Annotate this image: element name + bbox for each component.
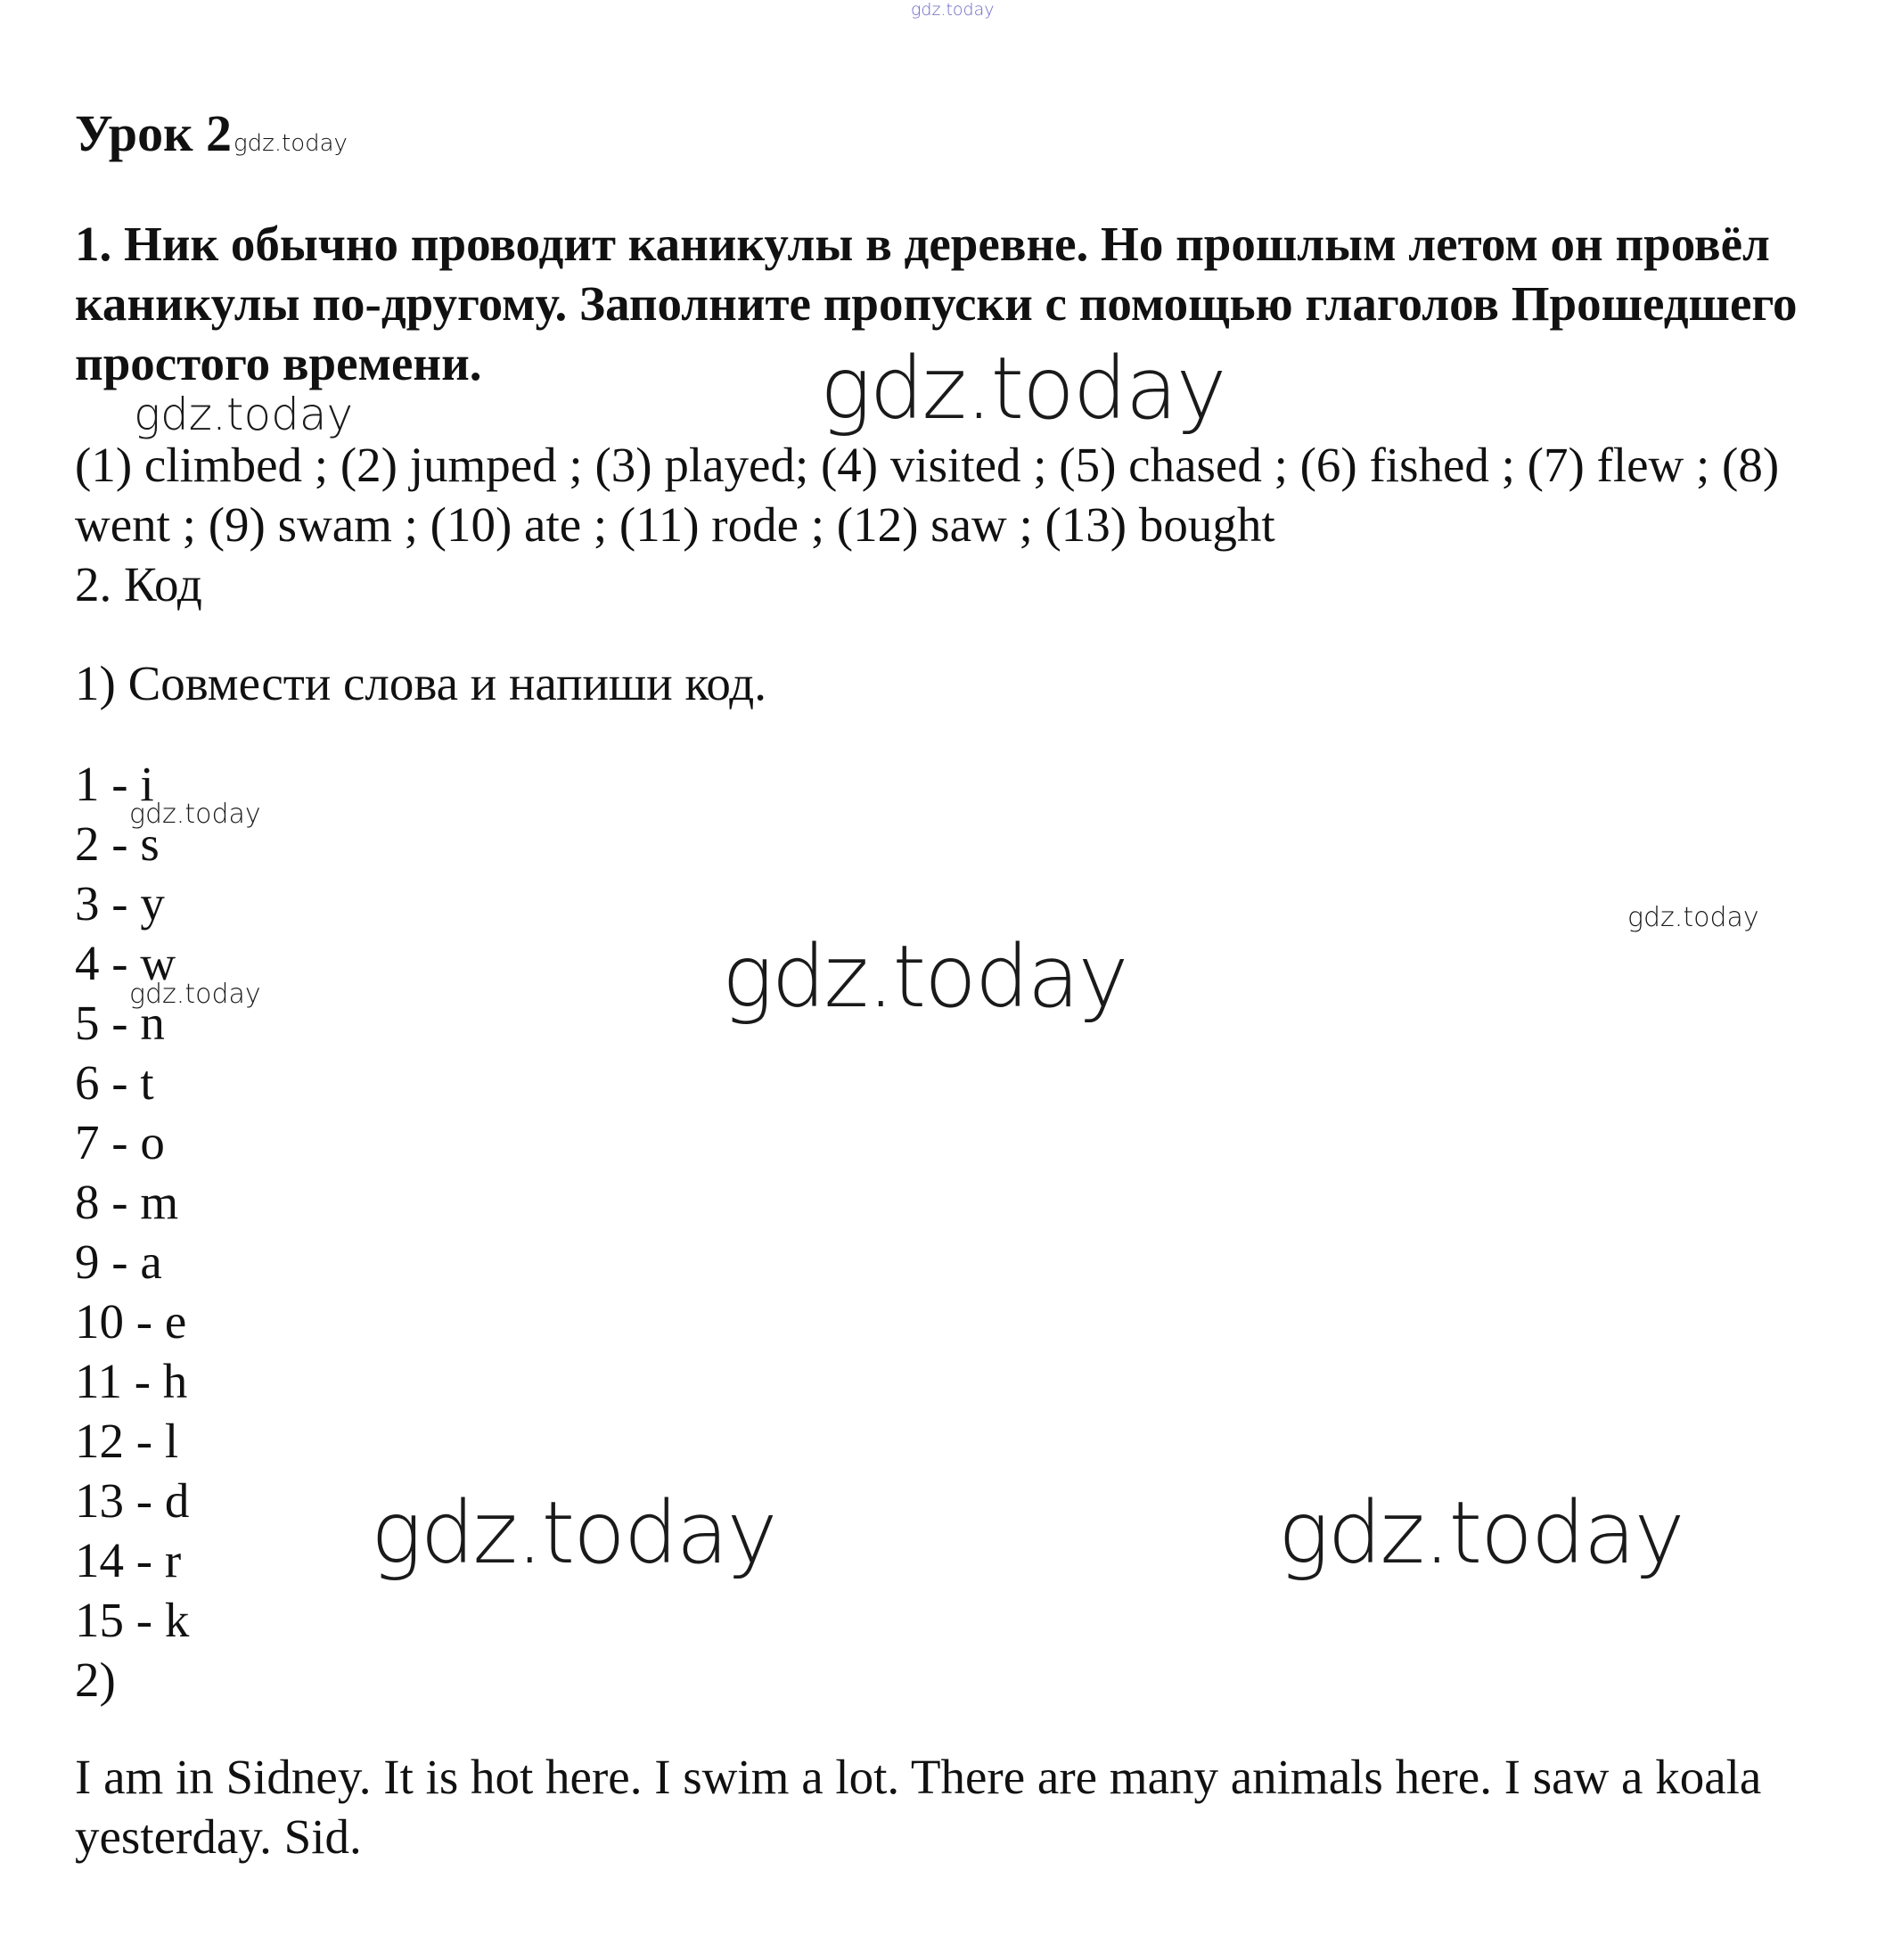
code-pair: 1 - i bbox=[75, 757, 154, 811]
task2-heading: 2. Код bbox=[75, 557, 202, 611]
task2-message: I am in Sidney. It is hot here. I swim a lot. There are many animals here. I saw a koala yesterday. Sid. bbox=[75, 1750, 1762, 1864]
code-pair: 6 - t bbox=[75, 1055, 154, 1110]
code-pair: 2 - s bbox=[75, 816, 160, 871]
lesson-title bbox=[75, 105, 348, 162]
code-pair: 8 - m bbox=[75, 1175, 179, 1229]
watermark-small: gdz.today bbox=[129, 979, 261, 1010]
code-pair: 3 - y bbox=[75, 876, 165, 931]
code-pair: 13 - d bbox=[75, 1473, 190, 1528]
task1-answers: (1) climbed ; (2) jumped ; (3) played; (4) visited ; (5) chased ; (6) fished ; (7) flew ; (8) went ; (9) swam ; (10) ate ; (11) rode ; (12) saw ; (13) bought bbox=[75, 438, 1780, 552]
task1-instruction: 1. Ник обычно проводит каникулы в деревне. Но прошлым летом он провёл каникулы по-другому. Заполните пропуски с помощью глаголов Прошедшего простого времени. bbox=[75, 217, 1798, 390]
code-pair: 9 - a bbox=[75, 1234, 162, 1289]
code-pair: 11 - h bbox=[75, 1354, 188, 1408]
code-pair: 14 - r bbox=[75, 1533, 182, 1587]
watermark-large: gdz.today bbox=[722, 927, 1127, 1027]
watermark-top: gdz.today bbox=[911, 0, 995, 20]
code-pair: 12 - l bbox=[75, 1414, 179, 1468]
task2-part2-label: 2) bbox=[75, 1652, 116, 1707]
code-pair: 5 - n bbox=[75, 996, 165, 1050]
code-pair: 4 - w bbox=[75, 936, 176, 990]
watermark-large: gdz.today bbox=[820, 339, 1225, 439]
watermark-inline: gdz.today bbox=[233, 130, 348, 157]
code-list bbox=[75, 754, 189, 1710]
task2-part1-instruction: 1) Совмести слова и напиши код. bbox=[75, 656, 767, 710]
lesson-title-text: Урок 2 bbox=[75, 104, 232, 162]
code-pair: 7 - o bbox=[75, 1115, 165, 1169]
code-pair: 10 - e bbox=[75, 1294, 187, 1349]
watermark-medium: gdz.today bbox=[134, 389, 354, 440]
watermark-small: gdz.today bbox=[129, 799, 261, 830]
watermark-large: gdz.today bbox=[1278, 1483, 1684, 1583]
watermark-large: gdz.today bbox=[371, 1483, 776, 1583]
code-pair: 15 - k bbox=[75, 1593, 190, 1647]
watermark-small: gdz.today bbox=[1627, 902, 1759, 933]
